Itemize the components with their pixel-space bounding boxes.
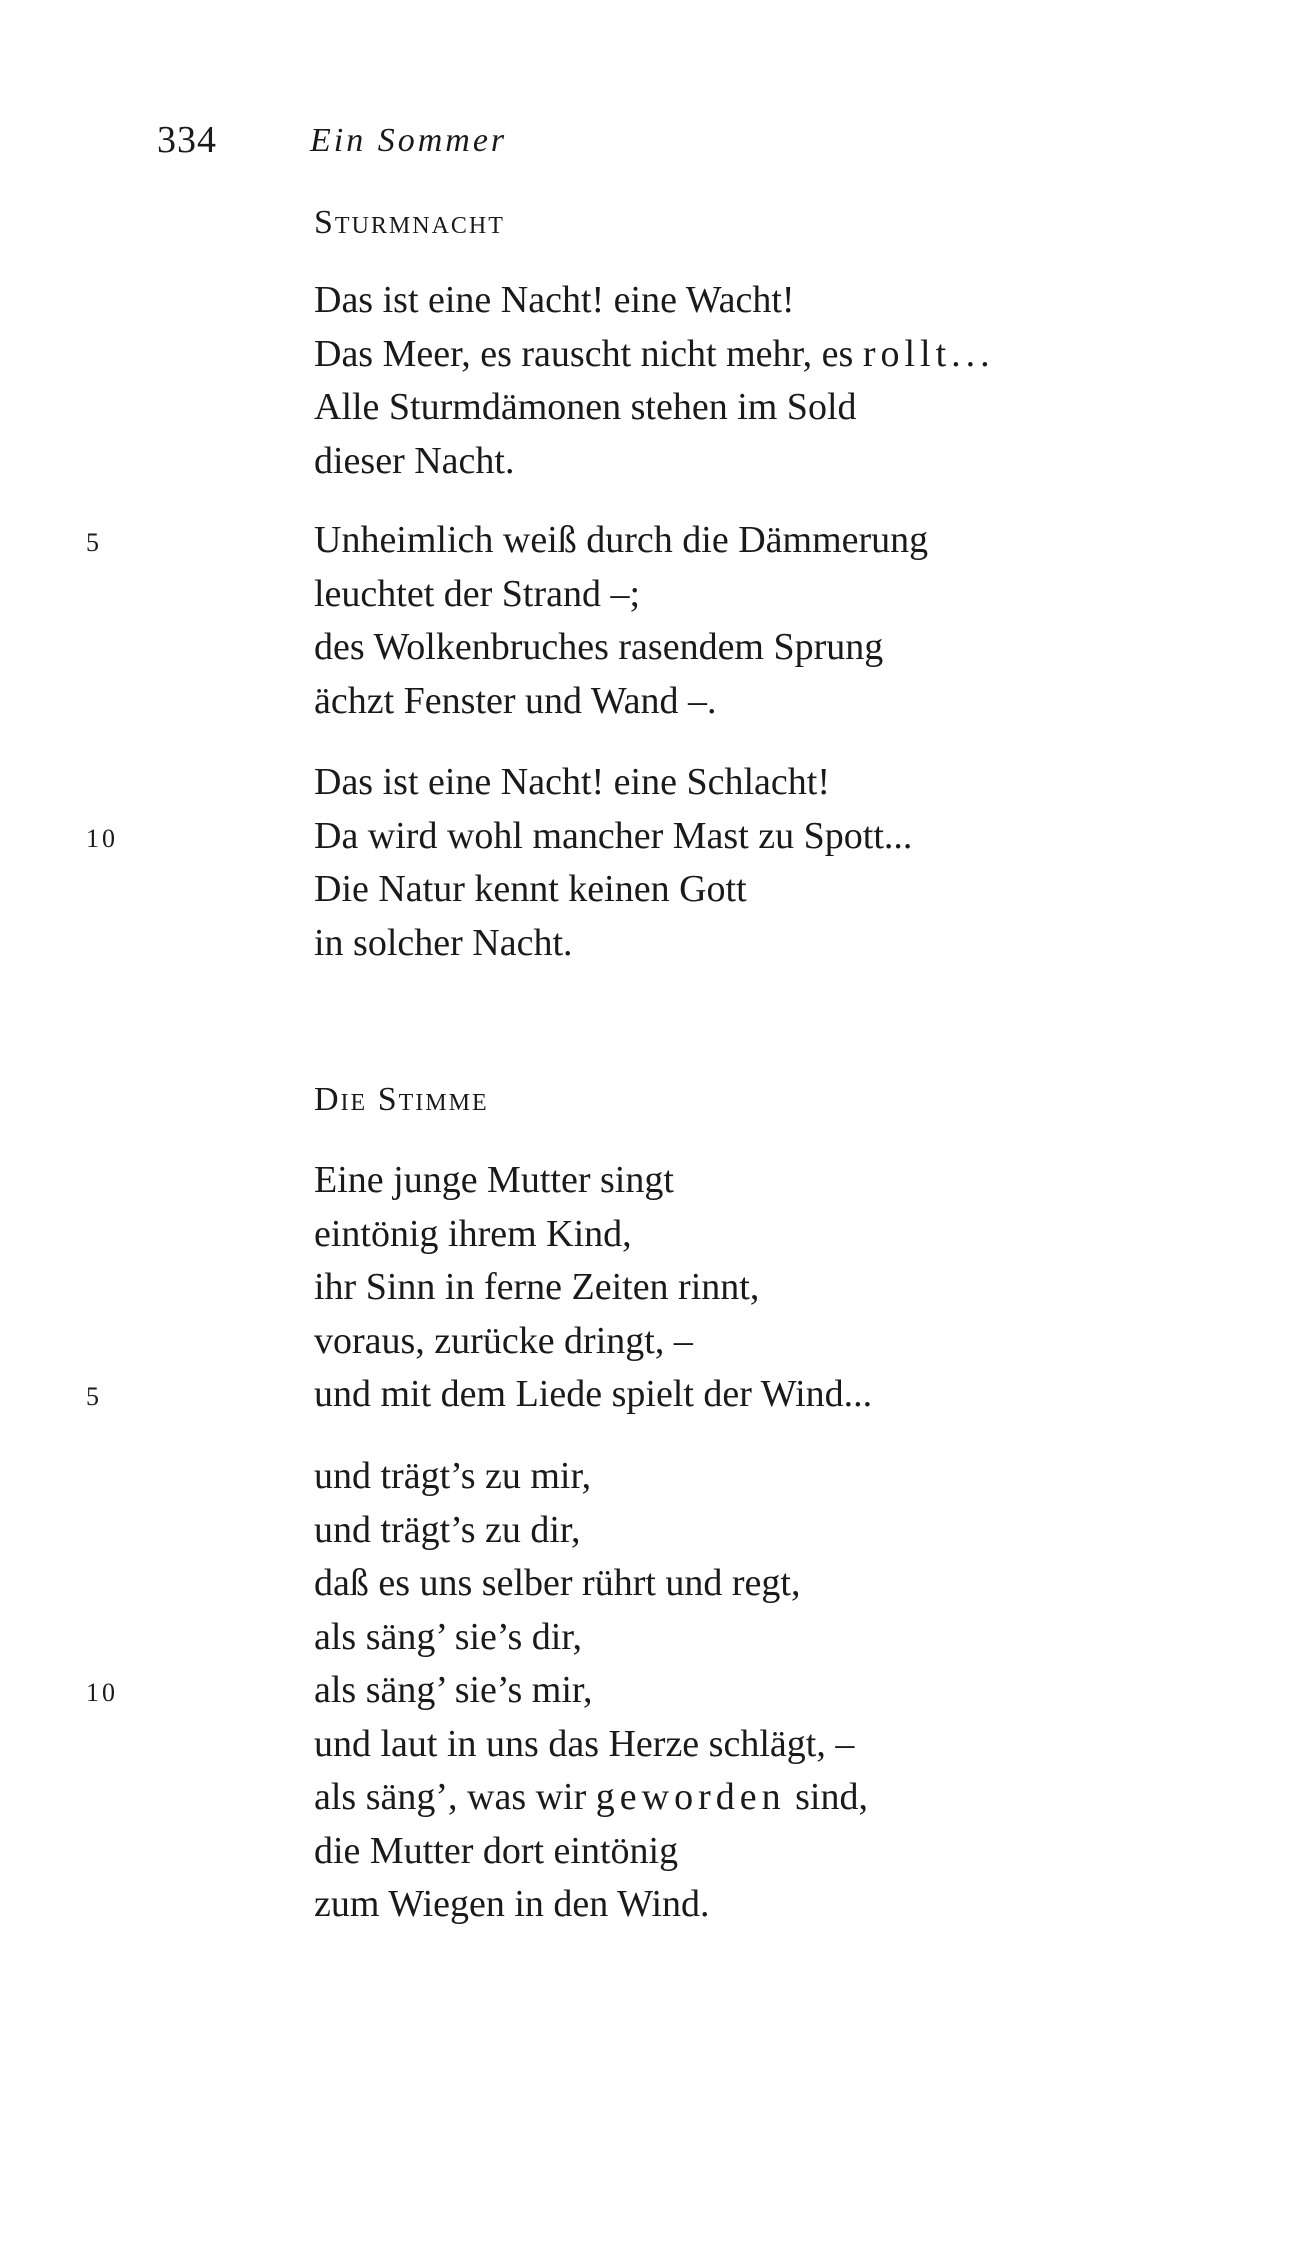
line-text: als säng’ sie’s dir, (314, 1615, 582, 1658)
poem-line (0, 1771, 1294, 1825)
poem-line (0, 274, 1294, 328)
line-text-part: als säng’, was wir (314, 1776, 596, 1818)
line-text: Eine junge Mutter singt (314, 1159, 674, 1201)
line-text: Da wird wohl mancher Mast zu Spott... (314, 814, 913, 857)
stanza (0, 1154, 1294, 1422)
poem-line (0, 435, 1294, 489)
poem-line (0, 1557, 1294, 1611)
poem-line (0, 1208, 1294, 1262)
poem-line (0, 514, 1294, 568)
line-number: 10 (86, 1678, 118, 1707)
poem-line (0, 675, 1294, 729)
poem-line (0, 1611, 1294, 1665)
poem-line (0, 1878, 1294, 1932)
poem-line (0, 1368, 1294, 1422)
line-text: Das ist eine Nacht! eine Schlacht! (314, 761, 830, 803)
line-number: 5 (86, 1382, 102, 1411)
poem-line (0, 1450, 1294, 1504)
line-text: ächzt Fenster und Wand –. (314, 679, 717, 722)
line-text: daß es uns selber rührt und regt, (314, 1562, 801, 1604)
poem-line (0, 1261, 1294, 1315)
stanza (0, 1450, 1294, 1932)
line-text: Unheimlich weiß durch die Dämmerung (314, 519, 929, 561)
line-text: eintönig ihrem Kind, (314, 1212, 632, 1255)
poem-line (0, 1825, 1294, 1879)
poem-line (0, 863, 1294, 917)
poem-line (0, 1504, 1294, 1558)
poem-line (0, 621, 1294, 675)
running-head (0, 118, 1294, 178)
poem-line (0, 1664, 1294, 1718)
poem-line (0, 810, 1294, 864)
line-text: Alle Sturmdämonen stehen im Sold (314, 386, 857, 428)
line-text: als säng’ sie’s mir, (314, 1669, 593, 1711)
line-text: Das ist eine Nacht! eine Wacht! (314, 279, 795, 321)
poem-line (0, 568, 1294, 622)
poem-line (0, 381, 1294, 435)
line-text (314, 328, 995, 382)
line-text: Die Natur kennt keinen Gott (314, 868, 747, 910)
line-text: in solcher Nacht. (314, 921, 573, 964)
line-text: dieser Nacht. (314, 439, 515, 482)
line-text: die Mutter dort eintönig (314, 1829, 679, 1872)
line-number: 5 (86, 528, 102, 557)
stanza (0, 514, 1294, 728)
line-text (314, 1771, 868, 1825)
stanza (0, 274, 1294, 488)
line-text: leuchtet der Strand –; (314, 572, 641, 615)
poem-line (0, 328, 1294, 382)
spaced-emphasis: rollt... (862, 332, 995, 375)
poem-line (0, 1718, 1294, 1772)
poem-title-sturmnacht: Sturmnacht (314, 204, 505, 241)
page-number: 334 (157, 119, 217, 161)
line-text: zum Wiegen in den Wind. (314, 1883, 710, 1925)
running-title: Ein Sommer (310, 122, 508, 159)
line-text-part: Das Meer, es rauscht nicht mehr, es (314, 332, 863, 375)
poem-line (0, 917, 1294, 971)
spaced-emphasis: geworden (595, 1776, 786, 1818)
line-text: voraus, zurücke dringt, – (314, 1319, 693, 1362)
stanza (0, 756, 1294, 970)
line-text: und trägt’s zu mir, (314, 1455, 592, 1497)
line-text: und mit dem Liede spielt der Wind... (314, 1373, 873, 1415)
poem-title-die-stimme: Die Stimme (314, 1081, 489, 1118)
line-text: des Wolkenbruches rasendem Sprung (314, 626, 884, 668)
line-text: und laut in uns das Herze schlägt, – (314, 1722, 855, 1765)
poem-line (0, 756, 1294, 810)
poem-line (0, 1154, 1294, 1208)
line-text: und trägt’s zu dir, (314, 1508, 581, 1551)
line-number: 10 (86, 823, 118, 853)
poem-line (0, 1315, 1294, 1369)
line-text: ihr Sinn in ferne Zeiten rinnt, (314, 1266, 760, 1308)
line-text-part: sind, (785, 1776, 868, 1818)
